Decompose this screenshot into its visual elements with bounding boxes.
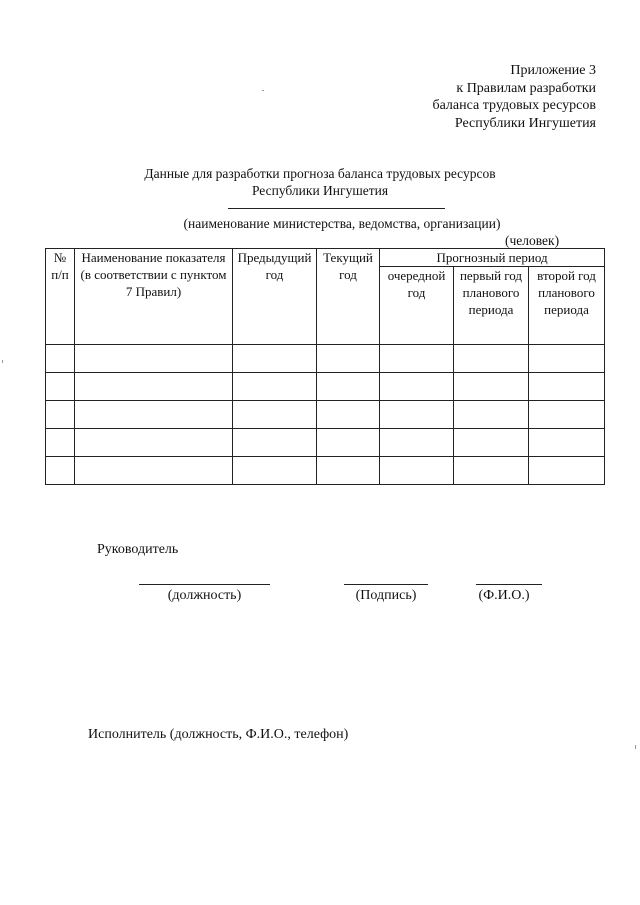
position-caption: (должность) (167, 588, 242, 603)
appendix-number: Приложение 3 (510, 63, 596, 78)
table-cell (529, 373, 605, 401)
table-cell (46, 429, 75, 457)
organization-blank-line (228, 208, 445, 209)
table-cell (529, 429, 605, 457)
table-row (46, 373, 605, 401)
header-first-plan-year: первый год планового периода (454, 267, 529, 345)
scan-speck (635, 745, 636, 749)
head-signature-label: Руководитель (97, 542, 179, 557)
table-body (46, 345, 605, 485)
table-cell (233, 457, 317, 485)
scan-speck (262, 90, 264, 91)
table-row (46, 429, 605, 457)
forecast-table (45, 248, 605, 485)
table-cell (380, 373, 454, 401)
table-cell (317, 373, 380, 401)
table-cell (233, 373, 317, 401)
position-blank-line (139, 584, 270, 585)
table-cell (454, 345, 529, 373)
table-cell (380, 345, 454, 373)
fio-blank-line (476, 584, 542, 585)
table-cell (46, 345, 75, 373)
table-cell (529, 401, 605, 429)
unit-label: (человек) (505, 233, 560, 248)
table-cell (317, 345, 380, 373)
header-forecast-period: Прогнозный период (380, 249, 605, 267)
table-row (46, 345, 605, 373)
table-cell (317, 401, 380, 429)
table-cell (75, 373, 233, 401)
table-row (46, 457, 605, 485)
header-second-plan-year: второй год планового периода (529, 267, 605, 345)
table-cell (75, 401, 233, 429)
table-cell (75, 457, 233, 485)
table-cell (380, 457, 454, 485)
table-cell (75, 429, 233, 457)
header-current-year: Текущий год (317, 249, 380, 345)
fio-caption: (Ф.И.О.) (478, 588, 530, 603)
table-cell (529, 457, 605, 485)
table-cell (454, 429, 529, 457)
signature-blank-line (344, 584, 428, 585)
table-cell (317, 429, 380, 457)
header-indicator-name: Наименование показателя (в соответствии с пунктом 7 Правил) (75, 249, 233, 345)
table-cell (233, 345, 317, 373)
header-number: № п/п (46, 249, 75, 345)
organization-caption: (наименование министерства, ведомства, организации) (183, 216, 501, 231)
table-cell (529, 345, 605, 373)
appendix-line-1: к Правилам разработки (456, 80, 596, 96)
table-cell (233, 429, 317, 457)
title-line-1: Данные для разработки прогноза баланса трудовых ресурсов (144, 166, 496, 181)
table-cell (317, 457, 380, 485)
table-cell (233, 401, 317, 429)
table-cell (380, 401, 454, 429)
signature-caption: (Подпись) (355, 588, 417, 603)
title-line-2: Республики Ингушетия (251, 182, 389, 198)
table-cell (46, 373, 75, 401)
table-cell (454, 373, 529, 401)
appendix-line-3: Республики Ингушетия (454, 115, 596, 131)
table-cell (75, 345, 233, 373)
appendix-header (432, 62, 596, 132)
table-cell (380, 429, 454, 457)
table-cell (46, 401, 75, 429)
executor-label: Исполнитель (должность, Ф.И.О., телефон) (88, 727, 349, 742)
table-cell (46, 457, 75, 485)
table-cell (454, 401, 529, 429)
appendix-line-2: баланса трудовых ресурсов (432, 98, 596, 113)
table-cell (454, 457, 529, 485)
header-next-year: очередной год (380, 267, 454, 345)
header-previous-year: Предыдущий год (233, 249, 317, 345)
document-title (0, 166, 640, 199)
table-row (46, 401, 605, 429)
scan-speck (2, 360, 3, 363)
